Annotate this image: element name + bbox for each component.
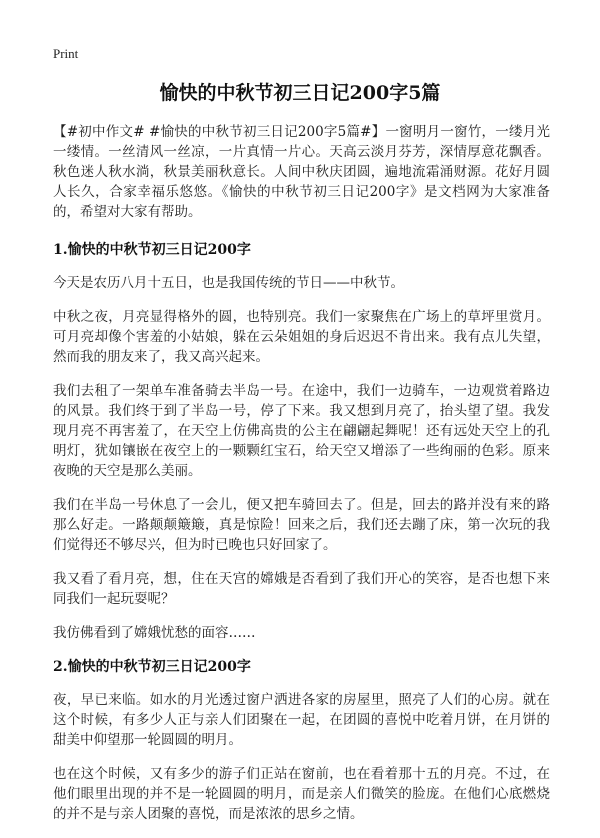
section-heading: 2.愉快的中秋节初三日记200字 <box>53 659 251 675</box>
paragraph: 中秋之夜，月亮显得格外的圆，也特别亮。我们一家聚焦在广场上的草坪里赏月。可月亮却像个害羞的小姑娘，躲在云朵姐姐的身后迟迟不肯出来。我有点儿失望，然而我的朋友来了，我又高兴起来。 <box>53 309 550 365</box>
intro-paragraph: 【#初中作文# #愉快的中秋节初三日记200字5篇#】一窗明月一窗竹，一缕月光一缕情。一丝清风一丝凉，一片真情一片心。天高云淡月芬芳，深情厚意花飘香。秋色迷人秋水淌，秋景美丽秋意长。人间中秋庆团圆，遍地流霜涌财源。花好月圆人长久，合家幸福乐悠悠。《愉快的中秋节初三日记200字》是文档网为大家准备的，希望对大家有帮助。 <box>53 124 550 220</box>
page-title: 愉快的中秋节初三日记200字5篇 <box>159 82 441 104</box>
paragraph: 我们去租了一架单车准备骑去半岛一号。在途中，我们一边骑车，一边观赏着路边的风景。我们终于到了半岛一号，停了下来。我又想到月亮了，抬头望了望。我发现月亮不再害羞了，在天空上仿佛高贵的公主在翩翩起舞呢！还有远处天空上的孔明灯，犹如镶嵌在夜空上的一颗颗红宝石，给天空又增添了一些绚丽的色彩。原来夜晚的天空是那么美丽。 <box>53 383 550 479</box>
section-1 <box>53 240 550 643</box>
print-link[interactable]: Print <box>53 46 79 61</box>
paragraph: 夜，早已来临。如水的月光透过窗户洒进各家的房屋里，照亮了人们的心房。就在这个时候，有多少人正与亲人们团聚在一起，在团圆的喜悦中吃着月饼，在月饼的甜美中仰望那一轮圆圆的明月。 <box>53 692 550 748</box>
section-heading: 1.愉快的中秋节初三日记200字 <box>53 242 251 258</box>
paragraph: 我又看了看月亮，想，住在天宫的嫦娥是否看到了我们开心的笑容，是否也想下来同我们一起玩耍呢？ <box>53 571 550 607</box>
article-body <box>53 122 550 838</box>
paragraph: 也在这个时候，又有多少的游子们正站在窗前，也在看着那十五的月亮。不过，在他们眼里出现的并不是一轮圆圆的明月，而是亲人们微笑的脸庞。在他们心底燃烧的并不是与亲人团聚的喜悦，而是浓浓的思乡之情。 <box>53 766 550 822</box>
paragraph: 今天是农历八月十五日，也是我国传统的节日——中秋节。 <box>53 275 404 291</box>
paragraph: 我们在半岛一号休息了一会儿，便又把车骑回去了。但是，回去的路并没有来的路那么好走。一路颠颠簸簸，真是惊险！回来之后，我们还去蹦了床，第一次玩的我们觉得还不够尽兴，但为时已晚也只好回家了。 <box>53 497 550 553</box>
section-2 <box>53 657 550 824</box>
paragraph: 我仿佛看到了嫦娥忧愁的面容…… <box>53 625 256 641</box>
